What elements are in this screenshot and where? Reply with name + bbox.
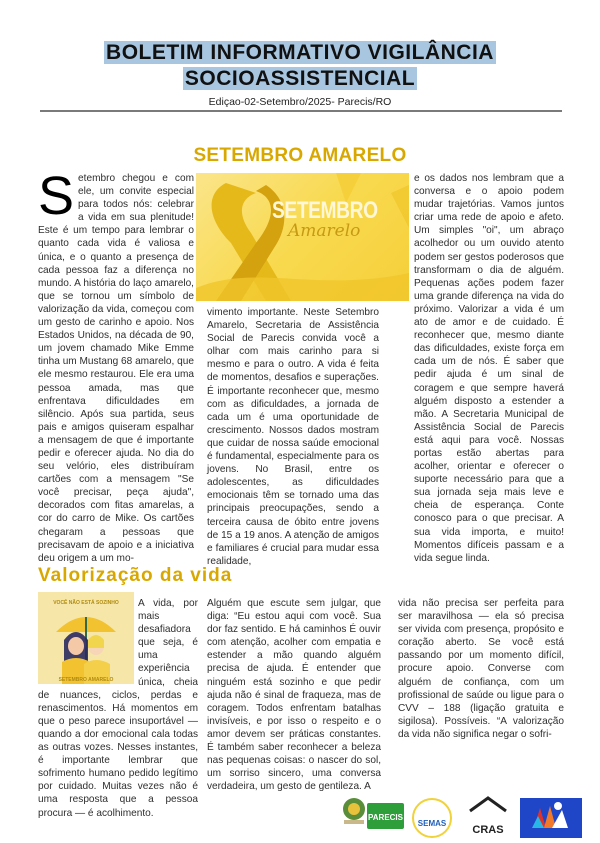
- bulletin-title-line2: SOCIOASSISTENCIAL: [184, 67, 416, 90]
- semas-logo-label: SEMAS: [417, 819, 447, 828]
- bulletin-title-line1: BOLETIM INFORMATIVO VIGILÂNCIA: [106, 41, 494, 64]
- article-column-3: [414, 172, 564, 565]
- valorizacao-column-2: [207, 597, 381, 793]
- setembro-amarelo-banner-image: [196, 173, 409, 301]
- article-column-1: [38, 166, 194, 565]
- parecis-crest-logo: [340, 797, 368, 837]
- cras-logo: [467, 795, 509, 840]
- parecis-logo-label: PARECIS: [368, 813, 403, 822]
- valorizacao-column-1: [38, 597, 198, 820]
- section-title-valorizacao-da-vida: Valorização da vida: [38, 565, 233, 586]
- header-divider: [40, 110, 562, 112]
- illustration-float-spacer: [38, 597, 138, 687]
- section-title-setembro-amarelo: SETEMBRO AMARELO: [193, 145, 407, 166]
- article-column-1-text: etembro chegou e com ele, um convite especial para todos nós: celebrar a vida em sua plenitude! Este é um tempo para lembrar o quanto cada vida é valiosa e única, e o quanto a presença de cada pessoa faz a diferença no mundo. A história do laço amarelo, que se tornou um símbolo de valorização da vida, começou com um gesto de carinho e apoio. Nos Estados Unidos, na década de 90, um jovem chamado Mike Emme tinha um Mustang 68 amarelo, que ele mesmo restaurou. Ele era uma pessoa amada, mas que enfrentava dificuldades em silêncio. Após sua partida, seus pais e amigos quiseram espalhar a mensagem de que é importante pedir e oferecer ajuda. No dia do seu velório, eles distribuíram cartões com a mensagem "Se você precisar, peça ajuda", decorados com fitas amarelas, a cor do carro de Mike. Os cartões chegaram a pessoas que precisavam de apoio e a iniciativa deu origem a um mo-: [38, 173, 194, 564]
- banner-word-amarelo: Amarelo: [288, 221, 361, 241]
- drop-cap: S: [38, 166, 75, 226]
- banner-word-setembro: SETEMBRO: [272, 197, 378, 224]
- valorizacao-column-3: [398, 597, 564, 741]
- people-figures-icon: [520, 798, 582, 838]
- crest-icon: [340, 797, 368, 827]
- article-column-2: [207, 306, 379, 568]
- valorizacao-column-2-text: Alguém que escute sem julgar, que diga: “Eu estou aqui com você. Sua dor faz sentido. E há caminhos É ouvir com atenção, acolher com empatia e estender a mão quando alguém precisa de ajuda. É entender que ninguém está sozinho e que pedir ajuda não é sinal de fraqueza, mas de coragem. Todos enfrentam batalhas invisíveis, e por isso o respeito e o amor devem ser práticas constantes. É também saber reconhecer a beleza nas pequenas coisas: o nascer do sol, um sorriso sincero, uma conversa verdadeira, um gesto de gentileza. A: [207, 598, 381, 793]
- valorizacao-column-3-text: vida não precisa ser perfeita para ser maravilhosa — ela só precisa ser vivida com presença, propósito e coração aberto. Se você está passando por um momento difícil, procure apoio. Converse com alguém de confiança, com um profissional de saúde ou ligue para o CVV – 188 (ligação gratuita e sigilosa). Possíveis. “A valorização da vida não significa negar o sofri-: [398, 598, 564, 740]
- house-roof-icon: [467, 795, 509, 813]
- article-column-3-text: e os dados nos lembram que a conversa e o apoio podem mudar trajetórias. Vamos juntos criar uma rede de apoio e afeto. Um simples "oi", um abraço acolhedor ou um ouvido atento podem ser gestos poderosos que transformam o dia de alguém. Pequenas ações podem fazer uma grande diferença na vida do próximo. Valorizar a vida é um ato de amor e de cuidado. É reconhecer que, mesmo diante das dificuldades, existe força em cada um de nós. É saber que pedir ajuda é um sinal de coragem e que sempre haverá alguém disposto a estender a mão. A Secretaria Municipal de Assistência Social de Parecis está aqui para você. Nossas portas estão abertas para acolher, orientar e oferecer o suporte necessário para que a sua jornada seja mais leve e cheia de esperança. Conte conosco para o que precisar. A sua vida importa, e muito! Momentos difíceis passam e a vida segue linda.: [414, 173, 564, 564]
- semas-logo: [412, 798, 452, 838]
- cras-logo-label: CRAS: [472, 824, 504, 836]
- valorizacao-column-1-text: A vida, por mais desafiadora que seja, é uma experiência única, cheia de nuances, ciclos, perdas e renascimentos. Há momentos em que o peso parece insuportável — quando a dor emocional cala todas as outras vozes. Nesses instantes, é importante lembrar que sofrimento humano pedido legítimo por cuidado. Muitas vezes não é uma resposta que a pessoa procura — é acolhimento.: [38, 598, 198, 819]
- vigilancia-socioassistencial-logo: [520, 798, 582, 838]
- article-column-2-text: vimento importante. Neste Setembro Amarelo, Secretaria de Assistência Social de Parecis convida você a olhar com mais carinho para si mesmo e para o outro. A vida é feita de momentos, desafios e superações. É importante reconhecer que, mesmo com as dificuldades, a jornada de cada um é uma oportunidade de crescimento. Nossos dados mostram que cuidar de nossa saúde emocional é fundamental, especialmente para os jovens. No Brasil, entre os adolescentes, as dificuldades emocionais têm se tornado uma das principais preocupações, sendo a terceira causa de óbito entre jovens de 15 a 19 anos. A atenção de amigos e familiares é crucial para mudar essa realidade,: [207, 307, 379, 567]
- illustration-bottom-text: SETEMBRO AMARELO: [58, 677, 114, 683]
- illustration-top-text: VOCÊ NÃO ESTÁ SOZINHO: [53, 600, 119, 606]
- parecis-logo: [367, 803, 404, 829]
- edition-info: Ediçao-02-Setembro/2025- Parecis/RO: [208, 96, 392, 108]
